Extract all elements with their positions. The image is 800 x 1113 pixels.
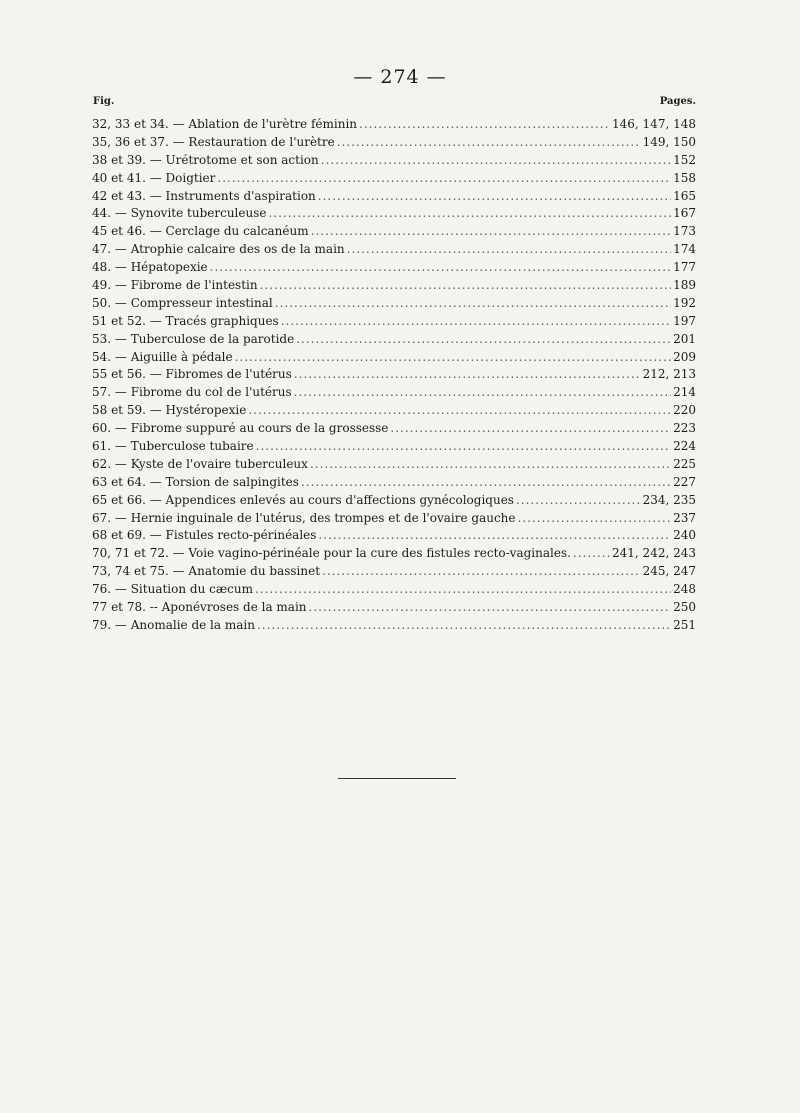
figure-column-header: Fig. — [93, 96, 115, 107]
entry-title: 40 et 41. — Doigtier — [92, 170, 216, 185]
entry-title: 45 et 46. — Cerclage du calcanéum — [92, 224, 309, 239]
dot-leader — [257, 617, 671, 635]
dot-leader — [294, 366, 641, 384]
pages-column-header: Pages. — [659, 96, 696, 107]
dot-leader — [255, 581, 671, 599]
entry-pages: 201 — [673, 331, 696, 346]
entry-pages: 245, 247 — [642, 564, 696, 579]
dot-leader — [322, 563, 641, 581]
index-entry — [92, 170, 696, 188]
index-entry — [92, 384, 696, 402]
entry-title: 76. — Situation du cæcum — [92, 582, 253, 597]
entry-pages: 251 — [673, 617, 696, 632]
entry-title: 58 et 59. — Hystéropexie — [92, 403, 247, 418]
dot-leader — [390, 420, 671, 438]
dot-leader — [301, 474, 671, 492]
dot-leader — [210, 259, 671, 277]
figure-index-list — [92, 116, 696, 635]
dot-leader — [318, 527, 671, 545]
entry-pages: 146, 147, 148 — [612, 117, 696, 131]
index-entry — [92, 277, 696, 295]
index-entry — [92, 152, 696, 170]
entry-title: 51 et 52. — Tracés graphiques — [92, 313, 279, 328]
entry-pages: 250 — [673, 600, 696, 615]
entry-pages: 223 — [673, 421, 696, 436]
dot-leader — [318, 188, 671, 206]
entry-title: 79. — Anomalie de la main — [92, 617, 255, 632]
entry-pages: 220 — [673, 403, 696, 418]
dot-leader — [518, 510, 672, 528]
index-entry — [92, 617, 696, 635]
entry-pages: 197 — [673, 313, 696, 328]
index-entry — [92, 492, 696, 510]
entry-title: 42 et 43. — Instruments d'aspiration — [92, 188, 316, 203]
entry-pages: 209 — [673, 349, 696, 364]
dot-leader — [311, 223, 671, 241]
dot-leader — [217, 170, 671, 188]
dot-leader — [281, 313, 671, 331]
entry-pages: 173 — [673, 224, 696, 239]
entry-pages: 224 — [673, 439, 696, 454]
index-entry — [92, 259, 696, 277]
entry-title: 70, 71 et 72. — Voie vagino-périnéale pour la cure des fistules recto-vaginales. — [92, 546, 571, 561]
dot-leader — [309, 599, 672, 617]
entry-title: 60. — Fibrome suppuré au cours de la grossesse — [92, 421, 389, 436]
entry-pages: 234, 235 — [642, 492, 696, 507]
entry-title: 77 et 78. -- Aponévroses de la main — [92, 600, 307, 615]
entry-pages: 167 — [673, 206, 696, 221]
dot-leader — [347, 241, 671, 259]
dot-leader — [235, 349, 672, 367]
entry-pages: 189 — [673, 278, 696, 293]
entry-title: 67. — Hernie inguinale de l'utérus, des trompes et de l'ovaire gauche — [92, 510, 516, 525]
entry-pages: 227 — [673, 474, 696, 489]
entry-pages: 177 — [673, 260, 696, 275]
entry-title: 73, 74 et 75. — Anatomie du bassinet — [92, 564, 321, 579]
index-entry — [92, 188, 696, 206]
index-entry — [92, 527, 696, 545]
dot-leader — [256, 438, 671, 456]
entry-pages: 174 — [673, 242, 696, 257]
index-entry — [92, 545, 696, 563]
entry-pages: 214 — [673, 385, 696, 400]
dot-leader — [359, 116, 610, 134]
dot-leader — [275, 295, 671, 313]
entry-title: 44. — Synovite tuberculeuse — [92, 206, 267, 221]
dot-leader — [294, 384, 671, 402]
entry-title: 47. — Atrophie calcaire des os de la main — [92, 242, 345, 257]
entry-title: 49. — Fibrome de l'intestin — [92, 278, 258, 293]
entry-pages: 165 — [673, 188, 696, 203]
index-entry — [92, 510, 696, 528]
dot-leader — [296, 331, 671, 349]
index-entry — [92, 116, 696, 134]
index-entry — [92, 349, 696, 367]
entry-title: 61. — Tuberculose tubaire — [92, 439, 254, 454]
entry-title: 65 et 66. — Appendices enlevés au cours d'affections gynécologiques — [92, 492, 514, 507]
entry-title: 48. — Hépatopexie — [92, 260, 208, 275]
dot-leader — [573, 545, 610, 563]
entry-title: 38 et 39. — Urétrotome et son action — [92, 152, 319, 167]
index-entry — [92, 366, 696, 384]
entry-pages: 149, 150 — [642, 134, 696, 149]
index-entry — [92, 456, 696, 474]
entry-pages: 192 — [673, 295, 696, 310]
dot-leader — [516, 492, 641, 510]
dot-leader — [248, 402, 671, 420]
index-entry — [92, 134, 696, 152]
index-entry — [92, 474, 696, 492]
entry-title: 35, 36 et 37. — Restauration de l'urètre — [92, 134, 335, 149]
entry-pages: 237 — [673, 510, 696, 525]
dot-leader — [321, 152, 671, 170]
index-entry — [92, 241, 696, 259]
index-entry — [92, 313, 696, 331]
entry-pages: 158 — [673, 170, 696, 185]
index-entry — [92, 295, 696, 313]
index-entry — [92, 223, 696, 241]
entry-pages: 248 — [673, 582, 696, 597]
entry-pages: 225 — [673, 456, 696, 471]
index-entry — [92, 563, 696, 581]
entry-pages: 152 — [673, 152, 696, 167]
entry-title: 53. — Tuberculose de la parotide — [92, 331, 295, 346]
entry-title: 55 et 56. — Fibromes de l'utérus — [92, 367, 292, 382]
index-entry — [92, 205, 696, 223]
entry-pages: 240 — [673, 528, 696, 543]
dot-leader — [268, 205, 671, 223]
index-entry — [92, 581, 696, 599]
index-entry — [92, 331, 696, 349]
entry-title: 62. — Kyste de l'ovaire tuberculeux — [92, 456, 308, 471]
entry-pages: 241, 242, 243 — [612, 546, 696, 561]
index-entry — [92, 402, 696, 420]
entry-title: 54. — Aiguille à pédale — [92, 349, 233, 364]
entry-pages: 212, 213 — [642, 367, 696, 382]
separator-rule — [338, 778, 456, 779]
entry-title: 63 et 64. — Torsion de salpingites — [92, 474, 299, 489]
entry-title: 32, 33 et 34. — Ablation de l'urètre féminin — [92, 117, 358, 131]
index-entry — [92, 599, 696, 617]
entry-title: 68 et 69. — Fistules recto-périnéales — [92, 528, 317, 543]
entry-title: 57. — Fibrome du col de l'utérus — [92, 385, 292, 400]
page-number: — 274 — — [353, 66, 447, 88]
dot-leader — [260, 277, 672, 295]
entry-title: 50. — Compresseur intestinal — [92, 295, 273, 310]
index-entry — [92, 438, 696, 456]
dot-leader — [310, 456, 671, 474]
dot-leader — [337, 134, 641, 152]
index-entry — [92, 420, 696, 438]
